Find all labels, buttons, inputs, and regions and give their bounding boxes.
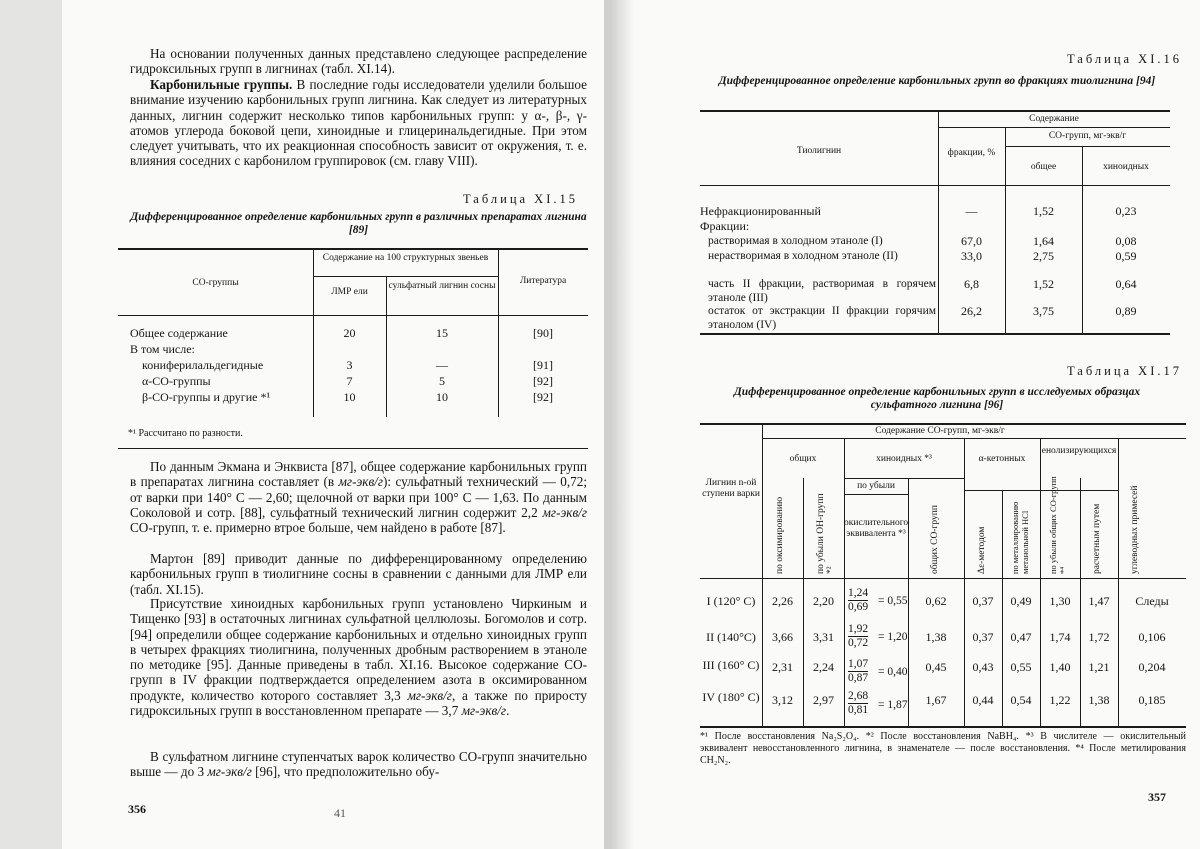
table-cell: 1,52 bbox=[1033, 277, 1054, 291]
table-cell: — bbox=[436, 358, 448, 372]
table-cell: 33,0 bbox=[961, 249, 982, 263]
paragraph-carbonyl: Карбонильные группы. В последние годы исследователи уделили большое внимание изучению карбонильных групп лигнина. Как следует из литературных данных, лигнин содержит несколько типов карбонильных групп: у α-, β-, γ-атомов углерода боковой цепи, хиноидные и глицеринальдегидные. При этом следует учитывать, что их реакционная способность зависит от окружения, т. е. влияния соседних с карбонилом группировок (см. главу VIII). bbox=[130, 77, 587, 169]
table-row-name: α-СО-группы bbox=[142, 374, 211, 388]
table-cell: 1,40 bbox=[1049, 660, 1071, 674]
page-number-right: 357 bbox=[1148, 790, 1166, 804]
col-header-carb: углеводных примесей bbox=[1130, 485, 1140, 574]
table-row-name: Нефракционированный bbox=[700, 204, 821, 218]
table-cell: 26,2 bbox=[961, 304, 982, 318]
table-cell: 0,54 bbox=[1010, 693, 1032, 707]
col-header-co: СО-группы bbox=[192, 278, 239, 288]
scan-margin bbox=[0, 0, 62, 849]
table-cell: 0,44 bbox=[972, 693, 994, 707]
table-cell: 3,31 bbox=[813, 630, 834, 644]
fraction-cell: $\frac{1,07}{0,87}$ bbox=[848, 658, 869, 684]
table-cell: 1,38 bbox=[925, 630, 947, 644]
table-cell: 3,12 bbox=[772, 693, 793, 707]
col-header-delta: Δε-методом bbox=[977, 526, 987, 574]
table-cell: = 0,40 bbox=[878, 666, 908, 678]
col-header-lmr: ЛМР ели bbox=[331, 287, 368, 297]
table-cell: 1,52 bbox=[1033, 204, 1054, 218]
table-cell: 0,89 bbox=[1115, 304, 1137, 318]
table-cell: [92] bbox=[533, 390, 553, 404]
table-cell: 0,45 bbox=[925, 660, 947, 674]
paragraph-ekman: По данным Экмана и Энквиста [87], общее содержание карбонильных групп в препаратах лигнина составляет (в мг-экв/г): сульфатный технический — 0,72; от варки при 140° С — 2,60; щелочной от варки при 100° С — 1,63. По данным Соколовой и сотр. [88], сульфатный технический лигнин содержит 2,2 мг-экв/г СО-групп, т. е. примерно втрое больше, чем найдено в работе [87]. bbox=[130, 459, 587, 536]
table-cell: 7 bbox=[346, 374, 353, 388]
divider bbox=[118, 448, 588, 449]
col-header-calc: расчетным путем bbox=[1092, 503, 1102, 574]
table-row-name: II (140°С) bbox=[706, 630, 756, 644]
col-header-content: Содержание на 100 структурных звеньев bbox=[322, 253, 489, 263]
col-header-alpha: α-кетонных bbox=[978, 454, 1026, 464]
table-title-xi15: Дифференцированное определение карбонильных групп в различных препаратах лигнина [89] bbox=[130, 211, 587, 236]
table-cell: [90] bbox=[533, 326, 553, 340]
page-edge-shadow bbox=[612, 0, 634, 849]
table-row-name: остаток от экстракции II фракции горячим этанолом (IV) bbox=[708, 305, 936, 331]
table-row-name: Фракции: bbox=[700, 219, 750, 233]
section-heading: Карбонильные группы. bbox=[150, 77, 293, 92]
table-cell: = 1,20 bbox=[878, 631, 908, 643]
table-cell: = 1,87 bbox=[878, 699, 908, 711]
paragraph-quinoid: Присутствие хиноидных карбонильных групп установлено Чиркиным и Тищенко [93] в остаточных лигнинах сульфатной целлюлозы. Богомолов и сотр. [94] определили общее содержание карбонильных и отдельно хиноидных групп в четырех фракциях тиолигнина, полученных дробным растворением в этаноле по методике [95]. Данные приведены в табл. XI.16. Высокое содержание СО-групп в IV фракции подтверждается определением азота в оксимированном продукте, количество которого составляет 3,3 мг-экв/г, а также по приросту гидроксильных групп в восстановленном препарате — 3,7 мг-экв/г. bbox=[130, 596, 587, 719]
col-header-fraction: фракции, % bbox=[947, 148, 996, 158]
paragraph-marton: Мартон [89] приводит данные по дифференцированному определению карбонильных групп в тиолигнине сосны в сравнении с данными для ЛМР ели (табл. XI.15). bbox=[130, 551, 587, 597]
table-row-name: Общее содержание bbox=[130, 326, 228, 340]
table-row-name: часть II фракции, растворимая в горячем этаноле (III) bbox=[708, 278, 936, 304]
table-cell: Следы bbox=[1135, 594, 1169, 608]
col-header-lit: Литература bbox=[519, 276, 567, 286]
table-label-xi16: Таблица XI.16 bbox=[1066, 52, 1182, 66]
table-cell: 1,30 bbox=[1049, 594, 1071, 608]
col-header-sulfate: сульфатный лигнин сосны bbox=[388, 281, 496, 291]
col-header-metal: по металлированию метанольной HCl bbox=[1010, 501, 1030, 574]
table-cell: 1,74 bbox=[1049, 630, 1071, 644]
table-cell: 2,20 bbox=[813, 594, 834, 608]
table-cell: 10 bbox=[436, 390, 448, 404]
col-header-co-groups: СО-групп, мг-экв/г bbox=[1048, 131, 1127, 141]
table-label-xi17: Таблица XI.17 bbox=[1066, 364, 1182, 378]
table-cell: 2,31 bbox=[772, 660, 793, 674]
col-header-enol: енолизирующихся bbox=[1041, 446, 1117, 456]
table-cell: 0,49 bbox=[1010, 594, 1032, 608]
table-cell: 3,66 bbox=[772, 630, 793, 644]
col-header-total: общих bbox=[789, 454, 817, 464]
right-page bbox=[612, 0, 1200, 849]
table-cell: 6,8 bbox=[964, 277, 979, 291]
table-cell: 0,37 bbox=[972, 594, 994, 608]
table-cell: 3 bbox=[346, 358, 353, 372]
table-cell: [91] bbox=[533, 358, 553, 372]
table-cell: 1,64 bbox=[1033, 234, 1054, 248]
table-cell: 1,67 bbox=[925, 693, 947, 707]
table-row-name: β-СО-группы и другие *¹ bbox=[142, 390, 271, 404]
table-cell: 2,26 bbox=[772, 594, 793, 608]
table-cell: 2,24 bbox=[813, 660, 834, 674]
table-cell: 0,64 bbox=[1115, 277, 1137, 291]
page-mark: 41 bbox=[334, 806, 346, 820]
page-number-left: 356 bbox=[128, 802, 146, 816]
col-header-lignin: Лигнин n-ой ступени варки bbox=[702, 478, 760, 499]
footnote-xi15: *¹ Рассчитано по разности. bbox=[128, 428, 243, 439]
col-header-total-co: общих СО-групп bbox=[930, 505, 940, 574]
col-header-content: Содержание СО-групп, мг-экв/г bbox=[875, 426, 1005, 436]
table-row-name: I (120° С) bbox=[706, 594, 756, 608]
footnote-xi17: *¹ После восстановления Na₂S₂O₄. *² После восстановления NaBH₄. *³ В числителе — окислительный эквивалент невосстановленного лигнина, в знаменателе — после восстановления. *⁴ После метилирования CH₂N₂. bbox=[700, 731, 1186, 766]
table-cell: — bbox=[965, 204, 978, 218]
table-cell: 0,204 bbox=[1138, 660, 1166, 674]
fraction-cell: $\frac{1,24}{0,69}$ bbox=[848, 587, 869, 613]
col-header-loss-co: по убыли общих СО-групп *⁴ bbox=[1048, 476, 1068, 574]
table-cell: 0,55 bbox=[1010, 660, 1032, 674]
table-cell: 3,75 bbox=[1033, 304, 1054, 318]
table-cell: 0,37 bbox=[972, 630, 994, 644]
table-cell: [92] bbox=[533, 374, 553, 388]
col-header-oxid-eq: окислительного эквивалента *³ bbox=[844, 518, 909, 539]
paragraph-intro: На основании полученных данных представлено следующее распределение гидроксильных групп в лигнинах (табл. XI.14). bbox=[130, 46, 587, 77]
table-title-xi16: Дифференцированное определение карбонильных групп во фракциях тиолигнина [94] bbox=[718, 75, 1156, 87]
col-header-content: Содержание bbox=[1029, 114, 1079, 124]
table-cell: 0,106 bbox=[1138, 630, 1166, 644]
table-cell: 1,38 bbox=[1088, 693, 1110, 707]
table-cell: 2,97 bbox=[813, 693, 834, 707]
table-cell: 1,21 bbox=[1088, 660, 1110, 674]
col-header-oxim: по оксимированию bbox=[775, 496, 785, 574]
table-cell: 10 bbox=[343, 390, 356, 404]
table-cell: 0,59 bbox=[1115, 249, 1137, 263]
table-cell: 0,185 bbox=[1138, 693, 1166, 707]
table-row-name: III (160° С) bbox=[702, 658, 760, 672]
table-cell: 0,62 bbox=[925, 594, 947, 608]
col-header-thiolignin: Тиолигнин bbox=[796, 146, 842, 156]
table-cell: 0,43 bbox=[972, 660, 994, 674]
table-cell: 20 bbox=[343, 326, 356, 340]
fraction-cell: $\frac{2,68}{0,81}$ bbox=[848, 690, 869, 716]
table-row-name: кониферилальдегидные bbox=[142, 358, 264, 372]
col-header-oh-loss: по убыли ОН-групп *² bbox=[816, 493, 836, 574]
col-header-quinoid: хиноидных *³ bbox=[876, 454, 932, 464]
table-cell: 0,23 bbox=[1115, 204, 1137, 218]
col-header-by-loss: по убыли bbox=[857, 481, 895, 491]
table-cell: 67,0 bbox=[961, 234, 982, 248]
table-cell: 15 bbox=[436, 326, 448, 340]
table-cell: 2,75 bbox=[1033, 249, 1054, 263]
table-row-name: В том числе: bbox=[130, 342, 195, 356]
table-row-name: растворимая в холодном этаноле (I) bbox=[708, 235, 883, 247]
fraction-cell: $\frac{1,92}{0,72}$ bbox=[848, 623, 869, 649]
paragraph-sulfate: В сульфатном лигнине ступенчатых варок количество СО-групп значительно выше — до 3 мг-экв/г [96], что предположительно обу- bbox=[130, 749, 587, 780]
table-label-xi15: Таблица XI.15 bbox=[462, 192, 578, 206]
table-row-name: нерастворимая в холодном этаноле (II) bbox=[708, 250, 898, 262]
col-header-quinoid: хиноидных bbox=[1103, 162, 1149, 172]
table-cell: 1,47 bbox=[1088, 594, 1110, 608]
table-cell: = 0,55 bbox=[878, 595, 908, 607]
table-cell: 5 bbox=[439, 374, 445, 388]
table-cell: 0,08 bbox=[1115, 234, 1137, 248]
table-title-xi17: Дифференцированное определение карбонильных групп в исследуемых образцах сульфатного лигнина [96] bbox=[733, 386, 1141, 411]
table-row-name: IV (180° С) bbox=[702, 690, 760, 704]
col-header-total: общее bbox=[1030, 162, 1057, 172]
table-cell: 1,22 bbox=[1049, 693, 1071, 707]
table-cell: 0,47 bbox=[1010, 630, 1032, 644]
table-cell: 1,72 bbox=[1088, 630, 1110, 644]
